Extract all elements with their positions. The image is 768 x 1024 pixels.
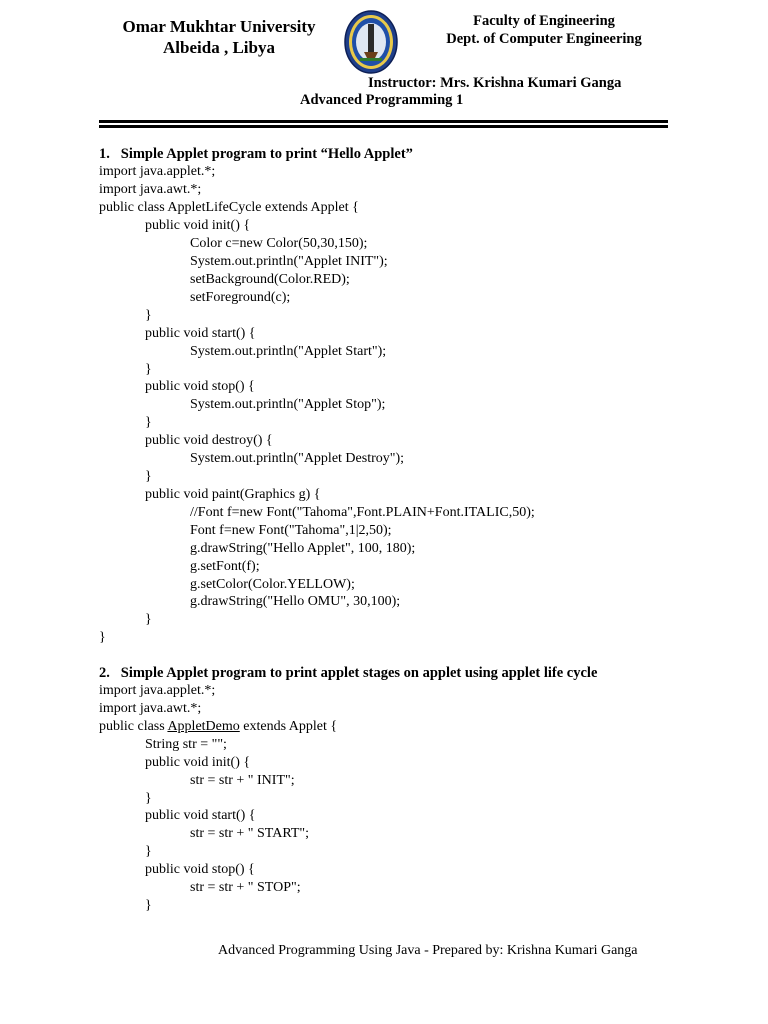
section-1-heading: 1. Simple Applet program to print “Hello Applet” bbox=[99, 146, 413, 162]
course-title: Advanced Programming 1 bbox=[300, 92, 464, 108]
code-line: setBackground(Color.RED); bbox=[190, 272, 350, 287]
code-line: } bbox=[99, 630, 106, 645]
code-line: str = str + " START"; bbox=[190, 826, 309, 841]
code-line: } bbox=[145, 844, 152, 859]
code-line: g.drawString("Hello OMU", 30,100); bbox=[190, 594, 401, 609]
university-logo bbox=[344, 10, 398, 74]
code-line: public void destroy() { bbox=[145, 433, 273, 448]
code-line: import java.applet.*; bbox=[99, 164, 216, 179]
code-text: extends Applet { bbox=[239, 719, 338, 734]
header-divider-top bbox=[99, 120, 668, 123]
code-line: public void paint(Graphics g) { bbox=[145, 487, 321, 502]
code-line: } bbox=[145, 898, 152, 913]
code-line: import java.awt.*; bbox=[99, 701, 202, 716]
code-line: g.drawString("Hello Applet", 100, 180); bbox=[190, 541, 416, 556]
code-line: public void start() { bbox=[145, 326, 256, 341]
code-line: public class AppletLifeCycle extends Applet { bbox=[99, 200, 359, 215]
code-line: import java.awt.*; bbox=[99, 182, 202, 197]
code-line: import java.applet.*; bbox=[99, 683, 216, 698]
code-line: } bbox=[145, 415, 152, 430]
code-line: } bbox=[145, 308, 152, 323]
code-line: } bbox=[145, 469, 152, 484]
code-line: public void stop() { bbox=[145, 379, 255, 394]
code-line: Color c=new Color(50,30,150); bbox=[190, 236, 368, 251]
code-line: System.out.println("Applet Destroy"); bbox=[190, 451, 405, 466]
code-line: public void init() { bbox=[145, 218, 251, 233]
code-line: str = str + " STOP"; bbox=[190, 880, 301, 895]
code-text: public class bbox=[99, 719, 168, 734]
code-line: g.setFont(f); bbox=[190, 559, 260, 574]
code-line: Font f=new Font("Tahoma",1|2,50); bbox=[190, 523, 392, 538]
code-line: String str = ""; bbox=[145, 737, 227, 752]
page-footer: Advanced Programming Using Java - Prepared by: Krishna Kumari Ganga bbox=[218, 943, 638, 958]
code-line: System.out.println("Applet Start"); bbox=[190, 344, 387, 359]
code-line: //Font f=new Font("Tahoma",Font.PLAIN+Font.ITALIC,50); bbox=[190, 505, 535, 520]
section-2-heading: 2. Simple Applet program to print applet stages on applet using applet life cycle bbox=[99, 665, 598, 681]
code-line: public void init() { bbox=[145, 755, 251, 770]
instructor-line: Instructor: Mrs. Krishna Kumari Ganga bbox=[368, 75, 622, 91]
university-name: Omar Mukhtar University bbox=[122, 17, 316, 36]
faculty-name: Faculty of Engineering bbox=[473, 13, 615, 29]
code-line: System.out.println("Applet INIT"); bbox=[190, 254, 388, 269]
code-line: g.setColor(Color.YELLOW); bbox=[190, 577, 355, 592]
code-line: } bbox=[145, 612, 152, 627]
code-line: setForeground(c); bbox=[190, 290, 291, 305]
code-line: str = str + " INIT"; bbox=[190, 773, 295, 788]
university-location: Albeida , Libya bbox=[163, 38, 275, 57]
header-divider-bottom bbox=[99, 125, 668, 128]
department-name: Dept. of Computer Engineering bbox=[446, 31, 642, 47]
code-line: } bbox=[145, 362, 152, 377]
code-line: System.out.println("Applet Stop"); bbox=[190, 397, 386, 412]
code-line bbox=[99, 718, 337, 736]
class-name-underlined: AppletDemo bbox=[167, 719, 240, 734]
code-line: public void stop() { bbox=[145, 862, 255, 877]
code-line: } bbox=[145, 791, 152, 806]
code-line: public void start() { bbox=[145, 808, 256, 823]
